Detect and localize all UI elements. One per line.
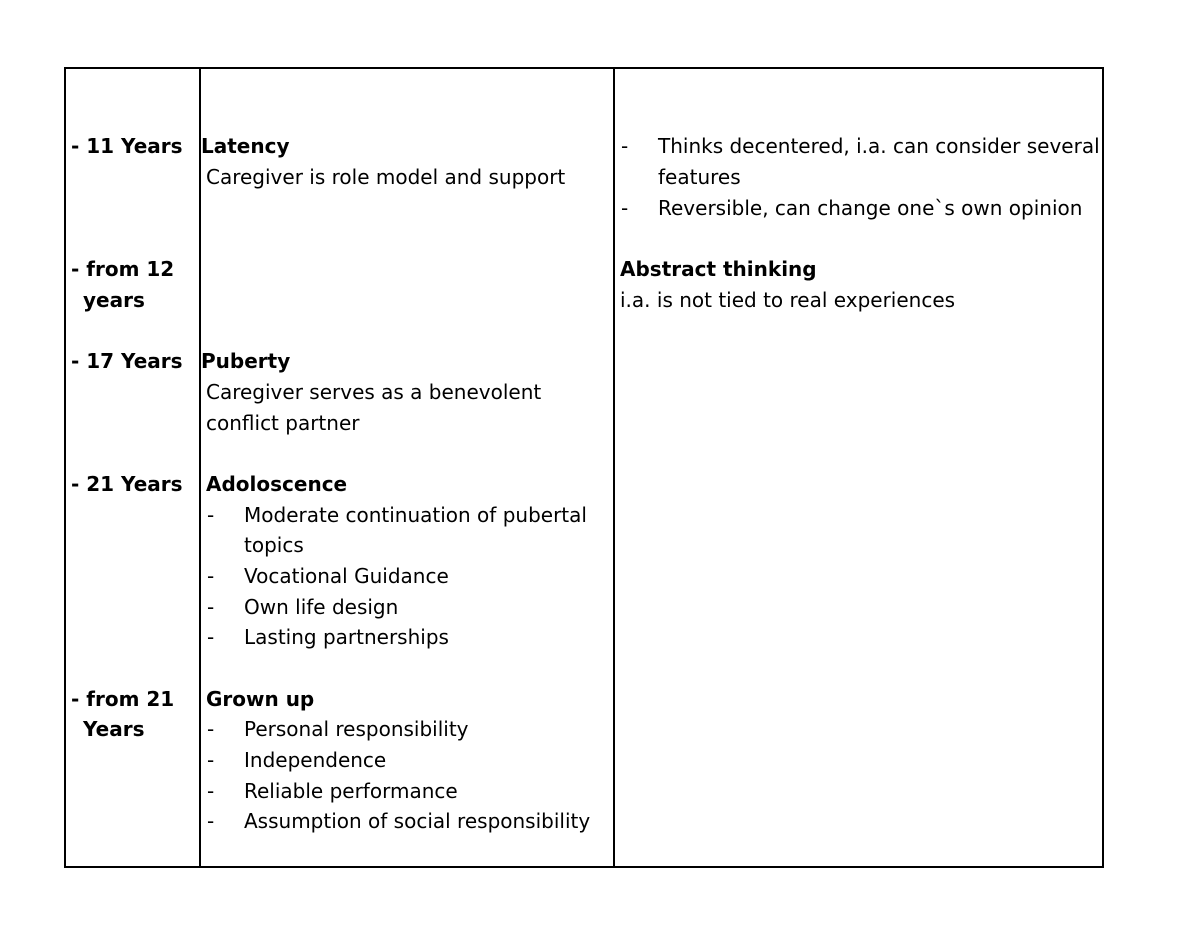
list-item: Reversible, can change one`s own opinion	[658, 196, 1083, 220]
section-title: Abstract thinking	[620, 257, 817, 281]
list-item: Vocational Guidance	[244, 564, 449, 588]
list-bullet: -	[207, 595, 215, 619]
list-bullet: -	[207, 748, 215, 772]
list-item: Personal responsibility	[244, 717, 469, 741]
list-item: Thinks decentered, i.a. can consider several	[658, 134, 1100, 158]
age-label: Years	[83, 717, 145, 741]
list-bullet: -	[207, 717, 215, 741]
age-label: - from 12	[71, 257, 175, 281]
list-bullet: -	[207, 809, 215, 833]
stage-description: conflict partner	[206, 411, 360, 435]
stage-description: Caregiver serves as a benevolent	[206, 380, 542, 404]
list-bullet: -	[207, 625, 215, 649]
list-item: Lasting partnerships	[244, 625, 449, 649]
list-bullet: -	[207, 779, 215, 803]
list-bullet: -	[207, 564, 215, 588]
list-bullet: -	[621, 134, 629, 158]
stage-description: Caregiver is role model and support	[206, 165, 566, 189]
column-divider	[613, 69, 615, 866]
stage-title: Latency	[201, 134, 290, 158]
column-divider	[199, 69, 201, 866]
age-label: - 21 Years	[71, 472, 183, 496]
stage-title: Puberty	[201, 349, 291, 373]
age-label: - 11 Years	[71, 134, 183, 158]
stage-title: Grown up	[206, 687, 315, 711]
list-item: Assumption of social responsibility	[244, 809, 591, 833]
list-bullet: -	[207, 503, 215, 527]
age-label: - from 21	[71, 687, 175, 711]
list-item: Reliable performance	[244, 779, 458, 803]
list-item: topics	[244, 533, 304, 557]
list-item: Independence	[244, 748, 387, 772]
stage-title: Adoloscence	[206, 472, 348, 496]
section-description: i.a. is not tied to real experiences	[620, 288, 956, 312]
list-item: Moderate continuation of pubertal	[244, 503, 587, 527]
age-label: - 17 Years	[71, 349, 183, 373]
list-bullet: -	[621, 196, 629, 220]
list-item: Own life design	[244, 595, 399, 619]
list-item: features	[658, 165, 741, 189]
age-label: years	[83, 288, 145, 312]
